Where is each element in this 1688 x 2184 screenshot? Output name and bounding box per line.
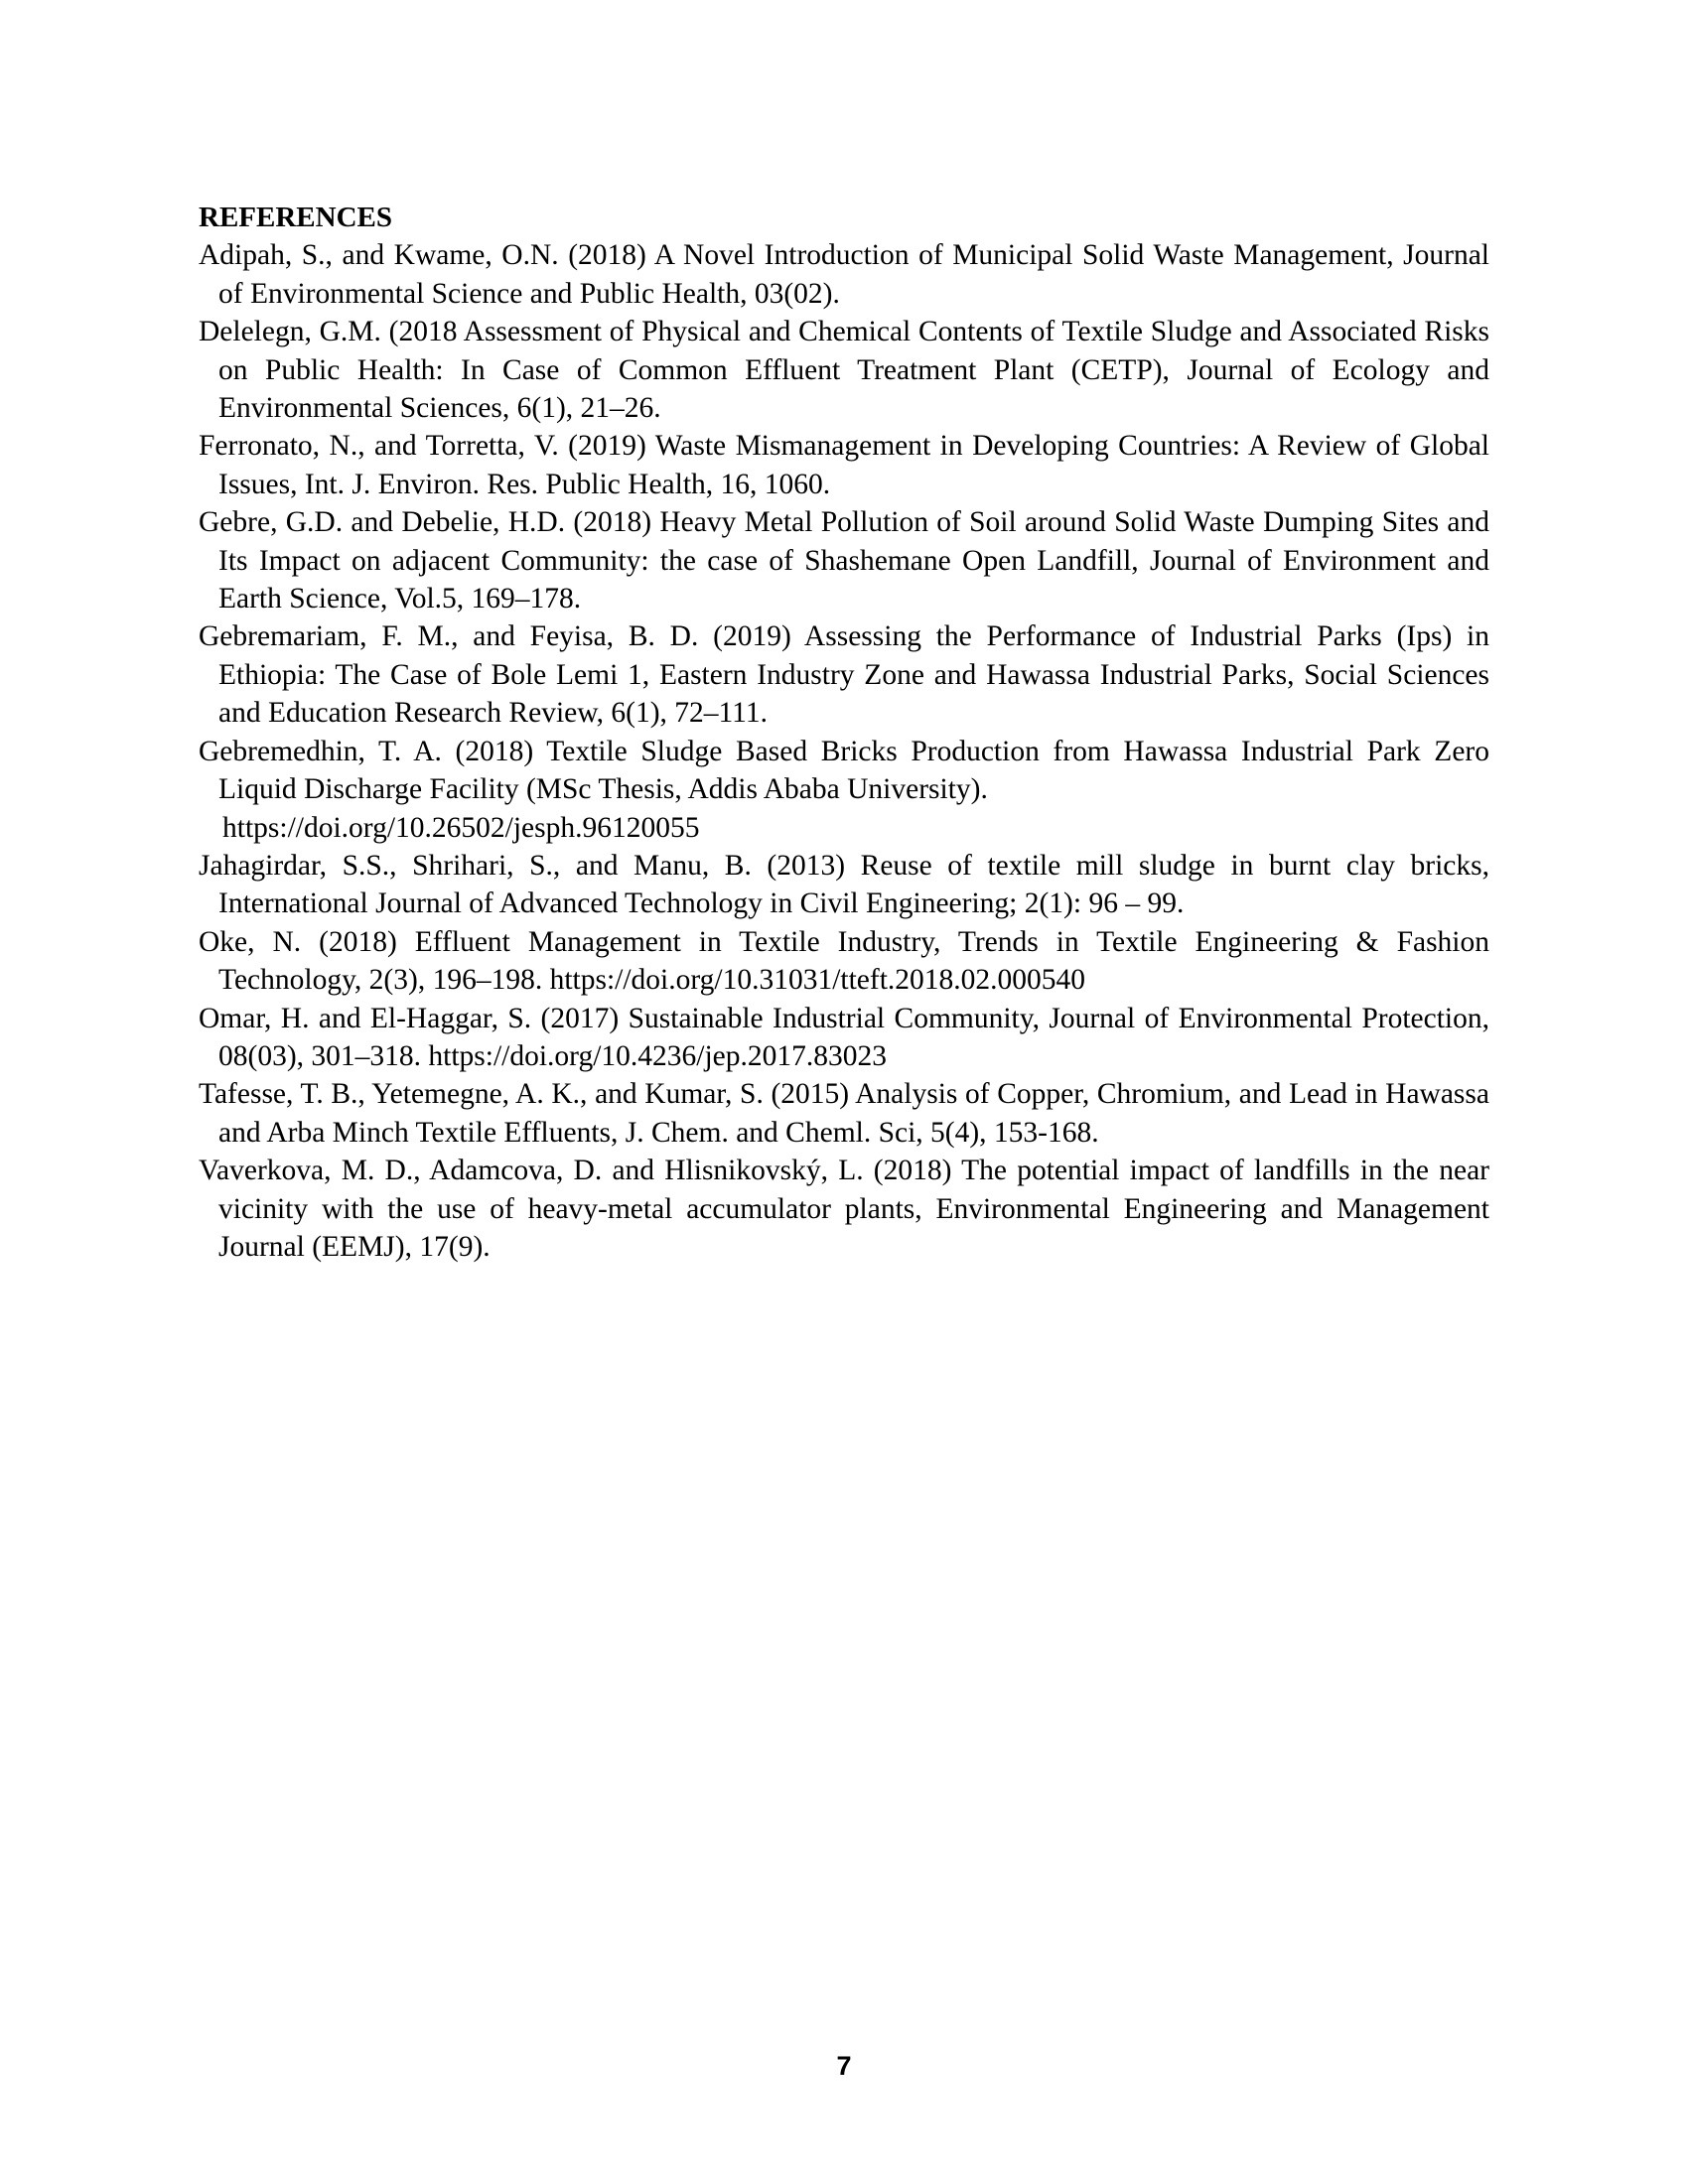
page-number: 7 xyxy=(836,2051,852,2081)
reference-doi-gebremedhin: https://doi.org/10.26502/jesph.96120055 xyxy=(222,811,700,844)
reference-entry-vaverkova: Vaverkova, M. D., Adamcova, D. and Hlisnikovský, L. (2018) The potential impact of landfills in the near vicinity with the use of heavy-metal accumulator plants, Environmental Engineering and Management Journal (EEMJ), 17(9). xyxy=(199,1155,1489,1263)
reference-entry-omar: Omar, H. and El-Haggar, S. (2017) Sustainable Industrial Community, Journal of Environmental Protection, 08(03), 301–318. https://doi.org/10.4236/jep.2017.83023 xyxy=(199,1002,1489,1072)
reference-entry-gebremariam: Gebremariam, F. M., and Feyisa, B. D. (2019) Assessing the Performance of Industrial Parks (Ips) in Ethiopia: The Case of Bole Lemi 1, Eastern Industry Zone and Hawassa Industrial Parks, Social Sciences and Education Research Review, 6(1), 72–111. xyxy=(199,620,1489,730)
reference-entry-jahagirdar: Jahagirdar, S.S., Shrihari, S., and Manu, B. (2013) Reuse of textile mill sludge in burnt clay bricks, International Journal of Advanced Technology in Civil Engineering; 2(1): 96 – 99. xyxy=(199,849,1489,920)
reference-list xyxy=(199,236,1489,1266)
references-section xyxy=(199,199,1489,1266)
reference-entry-adipah: Adipah, S., and Kwame, O.N. (2018) A Novel Introduction of Municipal Solid Waste Management, Journal of Environmental Science and Public Health, 03(02). xyxy=(199,239,1489,310)
reference-entry-ferronato: Ferronato, N., and Torretta, V. (2019) Waste Mismanagement in Developing Countries: A Review of Global Issues, Int. J. Environ. Res. Public Health, 16, 1060. xyxy=(199,430,1489,500)
reference-entry-gebremedhin xyxy=(199,733,1489,847)
reference-entry-oke: Oke, N. (2018) Effluent Management in Textile Industry, Trends in Textile Engineering & Fashion Technology, 2(3), 196–198. https://doi.org/10.31031/tteft.2018.02.000540 xyxy=(199,925,1489,997)
reference-text-gebremedhin: Gebremedhin, T. A. (2018) Textile Sludge Based Bricks Production from Hawassa Industrial Park Zero Liquid Discharge Facility (MSc Thesis, Addis Ababa University). xyxy=(199,735,1489,806)
references-heading: REFERENCES xyxy=(199,202,392,233)
reference-entry-tafesse: Tafesse, T. B., Yetemegne, A. K., and Kumar, S. (2015) Analysis of Copper, Chromium, and Lead in Hawassa and Arba Minch Textile Effluents, J. Chem. and Cheml. Sci, 5(4), 153-168. xyxy=(199,1078,1489,1149)
reference-entry-delelegn: Delelegn, G.M. (2018 Assessment of Physical and Chemical Contents of Textile Sludge and Associated Risks on Public Health: In Case of Common Effluent Treatment Plant (CETP), Journal of Ecology and Environmental Sciences, 6(1), 21–26. xyxy=(199,316,1489,425)
reference-entry-gebre: Gebre, G.D. and Debelie, H.D. (2018) Heavy Metal Pollution of Soil around Solid Waste Dumping Sites and Its Impact on adjacent Community: the case of Shashemane Open Landfill, Journal of Environment and Earth Science, Vol.5, 169–178. xyxy=(199,506,1489,615)
